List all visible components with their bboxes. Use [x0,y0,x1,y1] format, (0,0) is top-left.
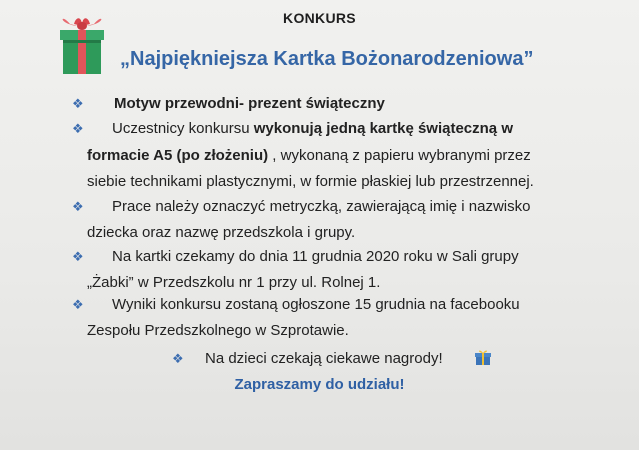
list-item-results-line2: Zespołu Przedszkolnego w Szprotawie. [87,322,349,339]
bullet-icon: ❖ [72,121,84,136]
gift-box-small-icon [474,348,492,366]
rules-line1-text: Uczestnicy konkursu [112,120,254,137]
list-item-rules-line2 [87,143,531,168]
list-item-results: Wyniki konkursu zostaną ogłoszone 15 grudnia na facebooku [112,296,520,313]
bullet-icon: ❖ [72,96,84,111]
list-item-rules [112,116,513,141]
list-item-label-line2: dziecka oraz nazwę przedszkola i grupy. [87,224,356,241]
list-item-theme: Motyw przewodni- prezent świąteczny [114,95,385,112]
bullet-icon: ❖ [72,297,84,312]
bullet-icon: ❖ [172,351,184,366]
contest-name: „Najpiękniejsza Kartka Bożonarodzeniowa” [120,48,534,70]
bullet-icon: ❖ [72,199,84,214]
list-item-label: Prace należy oznaczyć metryczką, zawierającą imię i nazwisko [112,198,531,215]
list-item-deadline-line2: „Żabki” w Przedszkolu nr 1 przy ul. Rolnej 1. [87,274,381,291]
rules-line1-bold: wykonują jedną kartkę świąteczną w [253,120,513,137]
bullet-icon: ❖ [72,249,84,264]
invitation-text: Zapraszamy do udziału! [234,376,405,393]
list-item-prizes: Na dzieci czekają ciekawe nagrody! [205,350,443,367]
rules-line2-bold: formacie A5 (po złożeniu) [87,147,269,164]
list-item-deadline: Na kartki czekamy do dnia 11 grudnia 2020 roku w Sali grupy [112,248,519,265]
contest-title: KONKURS [283,10,356,26]
rules-line2-text: , wykonaną z papieru wybranymi przez [268,147,531,164]
list-item-rules-line3: siebie technikami plastycznymi, w formie płaskiej lub przestrzennej. [87,173,534,190]
